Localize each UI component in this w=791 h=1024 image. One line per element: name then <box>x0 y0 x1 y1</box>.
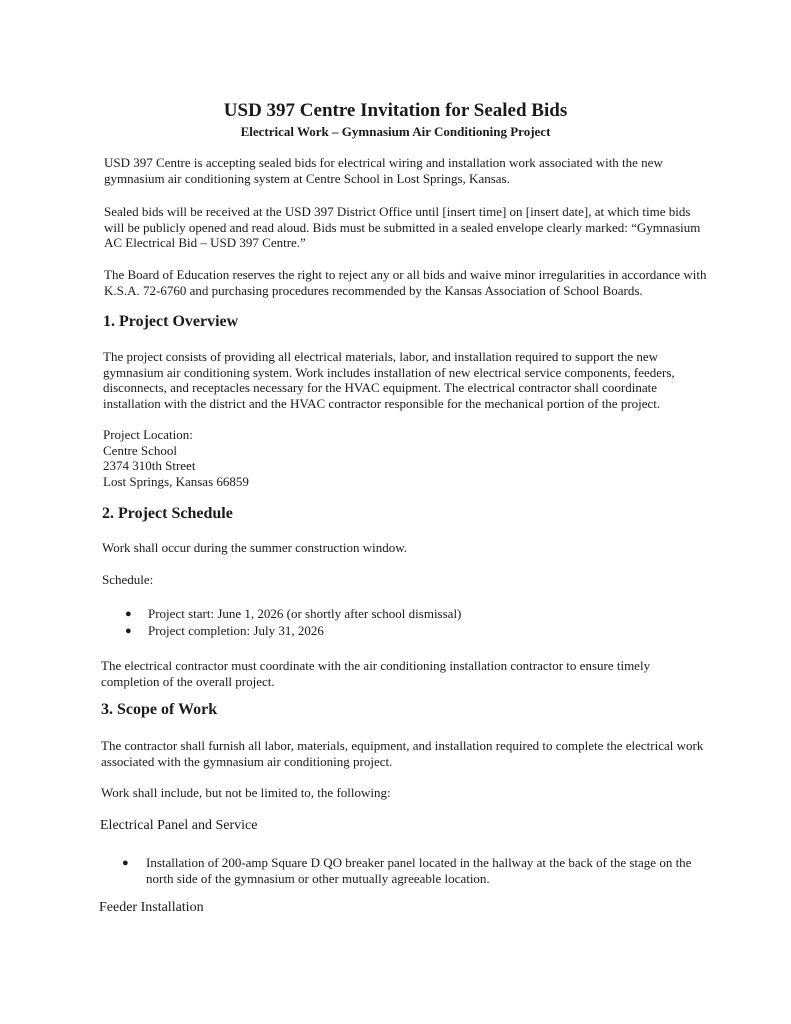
intro-paragraph-1: USD 397 Centre is accepting sealed bids for electrical wiring and installation work associated with the new gymnasium air conditioning system at Centre School in Lost Springs, Kansas. <box>104 155 663 186</box>
schedule-bullet-start: Project start: June 1, 2026 (or shortly after school dismissal) <box>148 606 462 621</box>
subheading-feeder-installation: Feeder Installation <box>99 900 204 915</box>
schedule-label: Schedule: <box>102 572 154 587</box>
schedule-intro: Work shall occur during the summer construction window. <box>102 540 407 555</box>
bullet-icon: ● <box>122 857 129 869</box>
document-subtitle: Electrical Work – Gymnasium Air Conditioning Project <box>240 124 551 139</box>
section-1-heading: 1. Project Overview <box>103 313 239 330</box>
section-2-heading: 2. Project Schedule <box>102 505 233 522</box>
subheading-electrical-panel: Electrical Panel and Service <box>100 818 258 833</box>
scope-include-line: Work shall include, but not be limited to, the following: <box>101 785 391 800</box>
schedule-bullet-completion: Project completion: July 31, 2026 <box>148 623 324 638</box>
intro-paragraph-2: Sealed bids will be received at the USD 397 District Office until [insert time] on [insert date], at which time bids will be publicly opened and read aloud. Bids must be submitted in a sealed envelope clearly marked: “Gymnasium AC Electrical Bid – USD 397 Centre.” <box>104 204 701 250</box>
panel-installation-bullet: Installation of 200-amp Square D QO breaker panel located in the hallway at the back of the stage on the north side of the gymnasium or other mutually agreeable location. <box>146 855 692 886</box>
project-overview-paragraph: The project consists of providing all electrical materials, labor, and installation required to support the new gymnasium air conditioning system. Work includes installation of new electrical service components, feeders, disconnects, and receptacles necessary for the HVAC equipment. The electrical contractor shall coordinate installation with the district and the HVAC contractor responsible for the mechanical portion of the project. <box>103 349 675 411</box>
intro-paragraph-3: The Board of Education reserves the right to reject any or all bids and waive minor irregularities in accordance with K.S.A. 72-6760 and purchasing procedures recommended by the Kansas Association of School Boards. <box>104 267 707 298</box>
document-title: USD 397 Centre Invitation for Sealed Bids <box>223 100 568 121</box>
section-3-heading: 3. Scope of Work <box>101 701 218 718</box>
project-location: Project Location: Centre School 2374 310th Street Lost Springs, Kansas 66859 <box>103 427 249 489</box>
bullet-icon: ● <box>125 625 132 637</box>
bullet-icon: ● <box>125 608 132 620</box>
schedule-paragraph: The electrical contractor must coordinate with the air conditioning installation contractor to ensure timely completion of the overall project. <box>101 658 651 689</box>
scope-paragraph: The contractor shall furnish all labor, materials, equipment, and installation required to complete the electrical work associated with the gymnasium air conditioning project. <box>101 738 704 769</box>
